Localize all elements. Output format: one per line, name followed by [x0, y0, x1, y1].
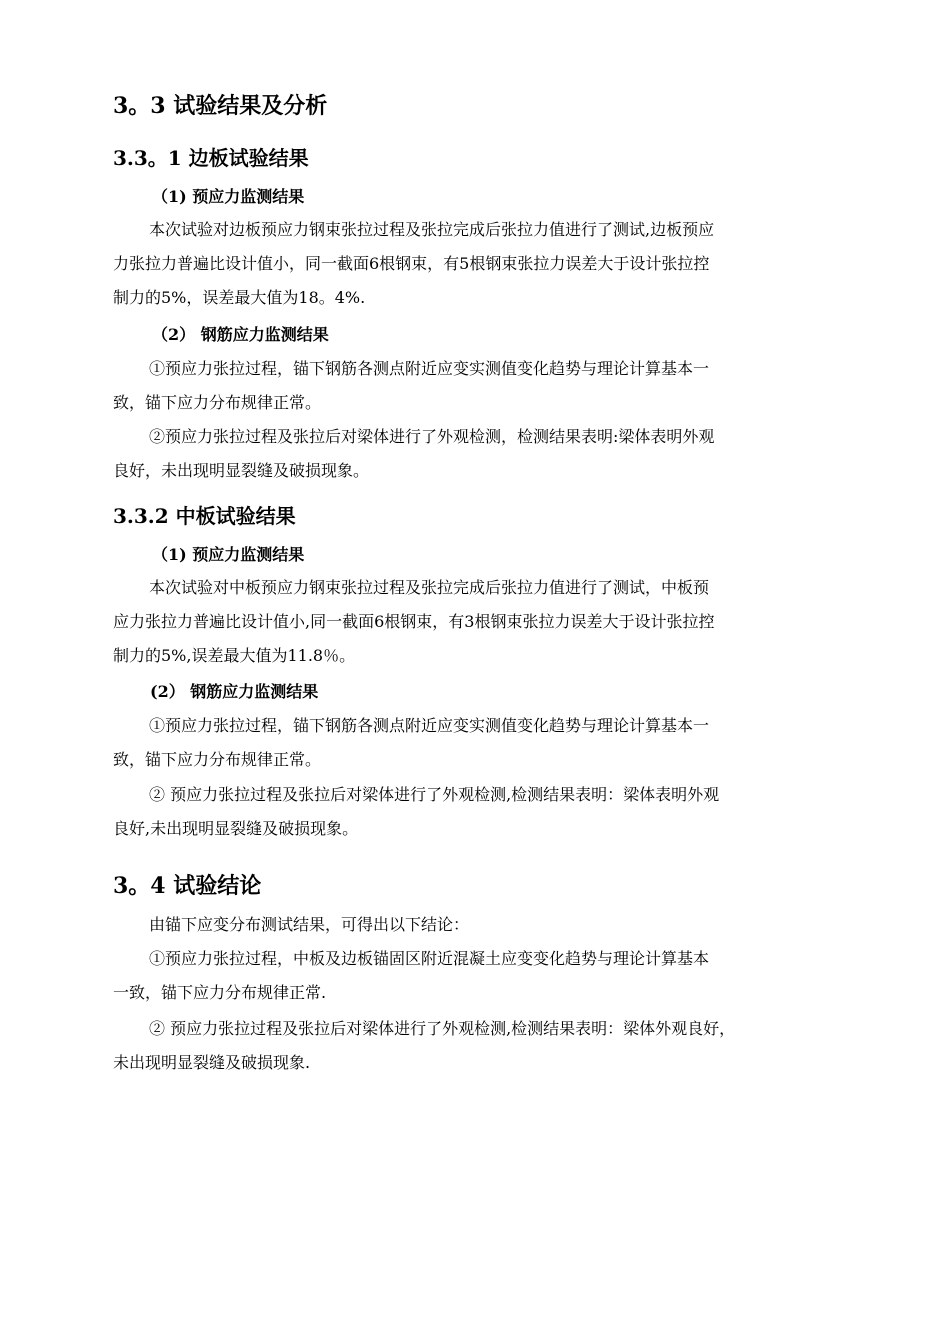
item-heading-rebar-middle: (2） 钢筋应力监测结果 [150, 682, 319, 701]
subsection-heading-3-3-2: 3.3.2 中板试验结果 [113, 504, 296, 528]
text-line: 由锚下应变分布测试结果，可得出以下结论： [149, 915, 470, 934]
section-heading-3-3: 3。3 试验结果及分析 [113, 93, 328, 119]
paragraph-conclusion-1 [113, 942, 833, 1010]
section-heading-3-4: 3。4 试验结论 [113, 873, 262, 899]
item-heading-prestress-middle: （1) 预应力监测结果 [152, 545, 305, 564]
text-line: 致，锚下应力分布规律正常。 [113, 393, 322, 412]
item-heading-prestress-edge: （1) 预应力监测结果 [152, 187, 305, 206]
text-line: 制力的5%，误差最大值为18。4%. [113, 288, 366, 307]
text-line: ①预应力张拉过程，锚下钢筋各测点附近应变实测值变化趋势与理论计算基本一 [149, 359, 710, 378]
text-line: 力张拉力普遍比设计值小，同一截面6根钢束，有5根钢束张拉力误差大于设计张拉控 [113, 254, 710, 273]
text-line: ①预应力张拉过程，锚下钢筋各测点附近应变实测值变化趋势与理论计算基本一 [149, 716, 710, 735]
text-line: 一致，锚下应力分布规律正常. [113, 983, 327, 1002]
paragraph-prestress-middle [113, 571, 833, 673]
paragraph-conclusion-2 [113, 1012, 833, 1080]
paragraph-conclusion-intro [113, 908, 833, 942]
paragraph-prestress-edge [113, 213, 833, 315]
text-line: 应力张拉力普遍比设计值小,同一截面6根钢束，有3根钢束张拉力误差大于设计张拉控 [113, 612, 715, 631]
text-line: 制力的5%,误差最大值为11.8％。 [113, 646, 356, 665]
text-line: ①预应力张拉过程，中板及边板锚固区附近混凝土应变变化趋势与理论计算基本 [149, 949, 710, 968]
text-line: 本次试验对边板预应力钢束张拉过程及张拉完成后张拉力值进行了测试,边板预应 [149, 220, 715, 239]
paragraph-rebar-middle-1 [113, 709, 833, 777]
text-line: 良好,未出现明显裂缝及破损现象。 [113, 819, 359, 838]
paragraph-rebar-edge-2 [113, 420, 833, 488]
subsection-heading-3-3-1: 3.3。1 边板试验结果 [113, 146, 309, 170]
text-line: 未出现明显裂缝及破损现象. [113, 1053, 311, 1072]
text-line: ②预应力张拉过程及张拉后对梁体进行了外观检测，检测结果表明:梁体表明外观 [149, 427, 715, 446]
item-heading-rebar-edge: （2） 钢筋应力监测结果 [152, 325, 329, 344]
paragraph-rebar-edge-1 [113, 352, 833, 420]
text-line: 本次试验对中板预应力钢束张拉过程及张拉完成后张拉力值进行了测试，中板预 [149, 578, 710, 597]
text-line: ② 预应力张拉过程及张拉后对梁体进行了外观检测,检测结果表明：梁体表明外观 [149, 785, 720, 804]
text-line: 良好，未出现明显裂缝及破损现象。 [113, 461, 370, 480]
text-line: 致，锚下应力分布规律正常。 [113, 750, 322, 769]
paragraph-rebar-middle-2 [113, 778, 833, 846]
text-line: ② 预应力张拉过程及张拉后对梁体进行了外观检测,检测结果表明：梁体外观良好， [149, 1019, 736, 1038]
